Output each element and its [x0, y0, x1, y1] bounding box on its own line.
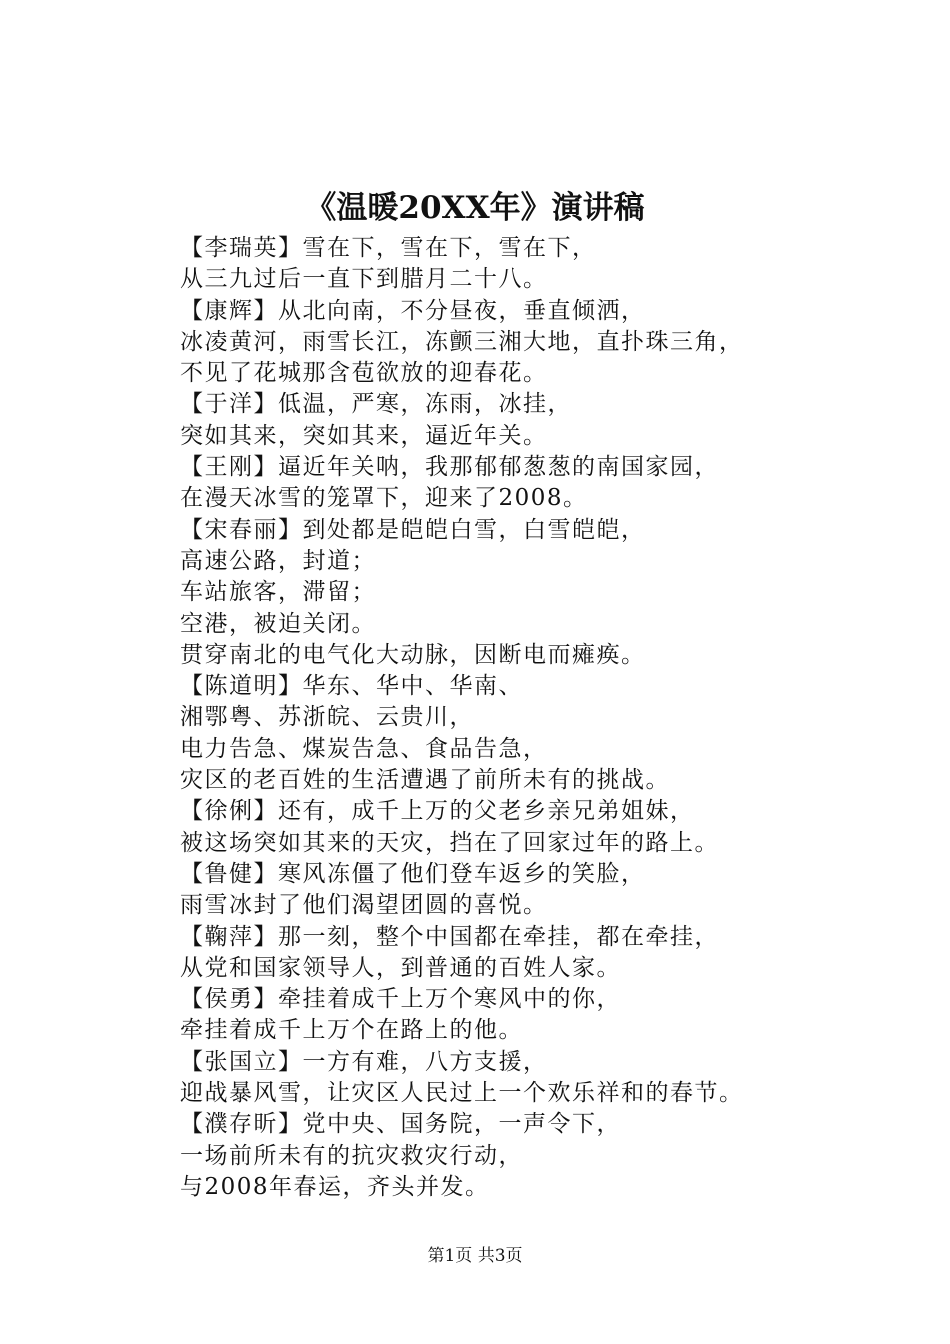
text-line: 在漫天冰雪的笼罩下，迎来了2008。 [180, 485, 588, 512]
text-line: 空港，被迫关闭。 [180, 610, 376, 637]
text-line: 【宋春丽】到处都是皑皑白雪，白雪皑皑， [180, 516, 646, 543]
text-line: 【陈道明】华东、华中、华南、 [180, 673, 523, 700]
text-line: 【鲁健】寒风冻僵了他们登车返乡的笑脸， [180, 860, 646, 887]
text-line: 电力告急、煤炭告急、食品告急， [180, 735, 548, 762]
text-line: 【康辉】从北向南，不分昼夜，垂直倾洒， [180, 297, 646, 324]
speech-body [180, 233, 820, 1203]
text-line: 【徐俐】还有，成千上万的父老乡亲兄弟姐妹， [180, 798, 695, 825]
text-line: 【王刚】逼近年关呐，我那郁郁葱葱的南国家园， [180, 454, 719, 481]
text-line: 从三九过后一直下到腊月二十八。 [180, 266, 548, 293]
text-line: 【濮存昕】党中央、国务院，一声令下， [180, 1111, 621, 1138]
text-line: 迎战暴风雪，让灾区人民过上一个欢乐祥和的春节。 [180, 1080, 744, 1107]
document-title: 《温暖20XX年》演讲稿 [305, 190, 645, 226]
text-line: 【张国立】一方有难，八方支援， [180, 1048, 548, 1075]
text-line: 灾区的老百姓的生活遭遇了前所未有的挑战。 [180, 767, 670, 794]
text-line: 【侯勇】牵挂着成千上万个寒风中的你， [180, 986, 621, 1013]
text-line: 湘鄂粤、苏浙皖、云贵川， [180, 704, 474, 731]
text-line: 冰凌黄河，雨雪长江，冻颤三湘大地，直扑珠三角， [180, 328, 744, 355]
page-number-footer: 第1页 共3页 [427, 1246, 523, 1266]
text-line: 【于洋】低温，严寒，冻雨，冰挂， [180, 391, 572, 418]
text-line: 雨雪冰封了他们渴望团圆的喜悦。 [180, 892, 548, 919]
text-line: 一场前所未有的抗灾救灾行动， [180, 1142, 523, 1169]
text-line: 高速公路，封道； [180, 547, 376, 574]
text-line: 不见了花城那含苞欲放的迎春花。 [180, 360, 548, 387]
text-line: 贯穿南北的电气化大动脉，因断电而瘫痪。 [180, 641, 646, 668]
text-line: 被这场突如其来的天灾，挡在了回家过年的路上。 [180, 829, 719, 856]
text-line: 车站旅客，滞留； [180, 579, 376, 606]
text-line: 与2008年春运，齐头并发。 [180, 1173, 490, 1200]
text-line: 突如其来，突如其来，逼近年关。 [180, 422, 548, 449]
text-line: 【李瑞英】雪在下，雪在下，雪在下， [180, 235, 597, 261]
text-line: 从党和国家领导人，到普通的百姓人家。 [180, 954, 621, 981]
text-line: 【鞠萍】那一刻，整个中国都在牵挂，都在牵挂， [180, 923, 719, 950]
text-line: 牵挂着成千上万个在路上的他。 [180, 1017, 523, 1044]
